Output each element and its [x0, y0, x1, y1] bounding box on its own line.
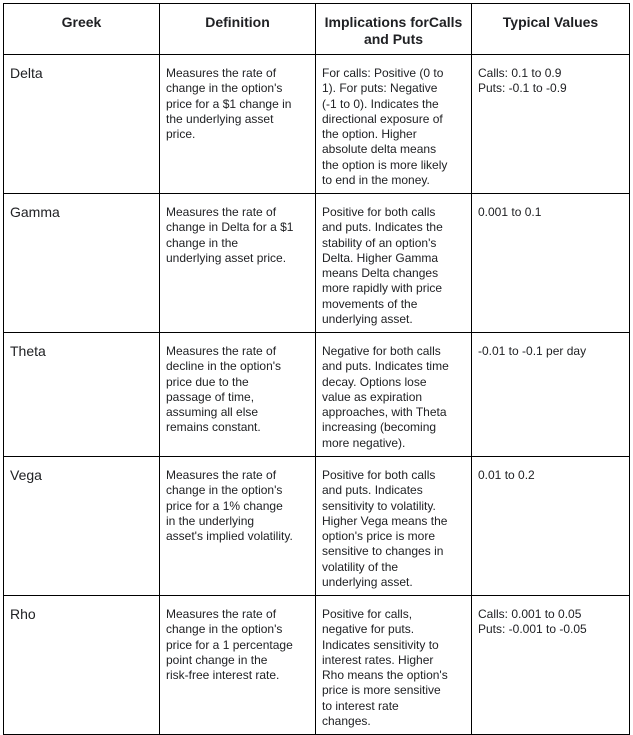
greeks-table [3, 3, 630, 735]
typical-values-cell: 0.001 to 0.1 [472, 194, 630, 333]
typical-values-cell: Calls: 0.1 to 0.9 Puts: -0.1 to -0.9 [472, 55, 630, 194]
table-row [4, 55, 630, 194]
table-row [4, 333, 630, 457]
typical-values-cell: 0.01 to 0.2 [472, 457, 630, 596]
header-definition: Definition [160, 4, 316, 55]
table-row [4, 194, 630, 333]
typical-values-cell: -0.01 to -0.1 per day [472, 333, 630, 457]
table-row [4, 457, 630, 596]
greek-name-cell: Theta [4, 333, 160, 457]
definition-cell: Measures the rate of change in the option's price for a 1% change in the underlying asset's implied volatility. [160, 457, 316, 596]
greek-name-cell: Rho [4, 596, 160, 735]
definition-cell: Measures the rate of change in the option's price for a $1 change in the underlying asset price. [160, 55, 316, 194]
implications-cell: Positive for calls, negative for puts. Indicates sensitivity to interest rates. Higher Rho means the option's price is more sensitive to interest rate changes. [316, 596, 472, 735]
greek-name-cell: Vega [4, 457, 160, 596]
definition-cell: Measures the rate of change in the option's price for a 1 percentage point change in the risk-free interest rate. [160, 596, 316, 735]
header-row [4, 4, 630, 55]
implications-cell: Positive for both calls and puts. Indicates the stability of an option's Delta. Higher Gamma means Delta changes more rapidly with price movements of the underlying asset. [316, 194, 472, 333]
table-row [4, 596, 630, 735]
greek-name-cell: Gamma [4, 194, 160, 333]
typical-values-cell: Calls: 0.001 to 0.05 Puts: -0.001 to -0.05 [472, 596, 630, 735]
greek-name-cell: Delta [4, 55, 160, 194]
implications-cell: For calls: Positive (0 to 1). For puts: Negative (-1 to 0). Indicates the directional exposure of the option. Higher absolute delta means the option is more likely to end in the money. [316, 55, 472, 194]
header-implications: Implications forCalls and Puts [316, 4, 472, 55]
implications-cell: Positive for both calls and puts. Indicates sensitivity to volatility. Higher Vega means the option's price is more sensitive to changes in volatility of the underlying asset. [316, 457, 472, 596]
implications-cell: Negative for both calls and puts. Indicates time decay. Options lose value as expiration approaches, with Theta increasing (becoming more negative). [316, 333, 472, 457]
header-greek: Greek [4, 4, 160, 55]
header-typical-values: Typical Values [472, 4, 630, 55]
definition-cell: Measures the rate of change in Delta for a $1 change in the underlying asset price. [160, 194, 316, 333]
definition-cell: Measures the rate of decline in the option's price due to the passage of time, assuming all else remains constant. [160, 333, 316, 457]
